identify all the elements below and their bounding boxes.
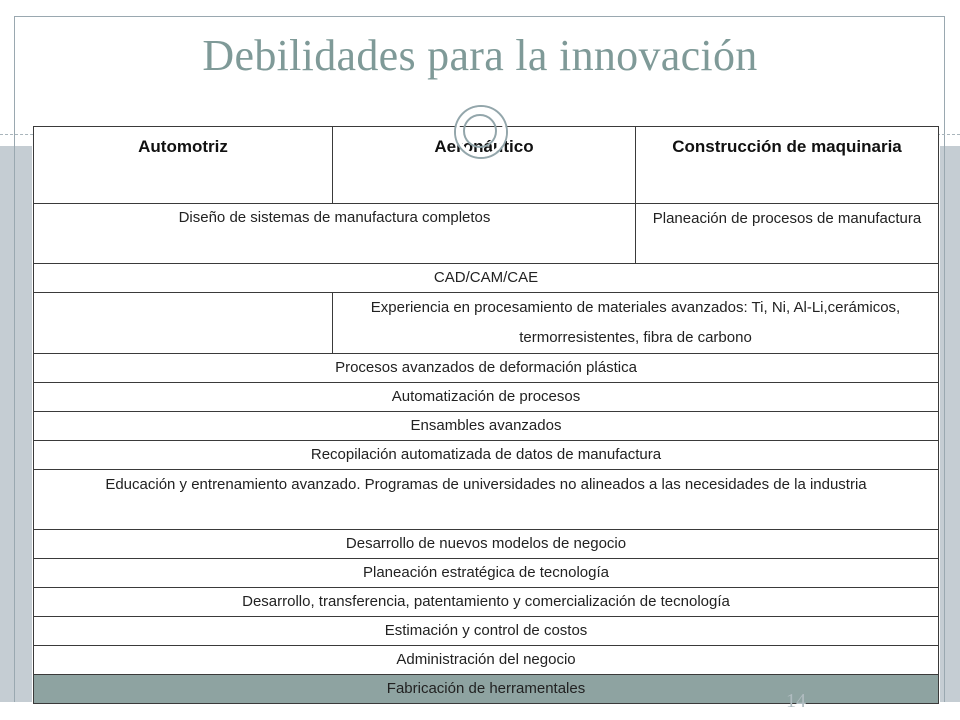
- table-cell: Recopilación automatizada de datos de manufactura: [34, 441, 939, 470]
- header-construccion: Construcción de maquinaria: [636, 127, 939, 204]
- table-cell: Estimación y control de costos: [34, 617, 939, 646]
- table-row: [34, 441, 939, 470]
- frame-top-line: [14, 16, 945, 17]
- decorative-inner-ring-icon: [463, 114, 497, 148]
- table-row: [34, 646, 939, 675]
- table-cell: Administración del negocio: [34, 646, 939, 675]
- table-row: [34, 588, 939, 617]
- table-row: [34, 264, 939, 293]
- table-row: [34, 293, 939, 354]
- table-cell: Diseño de sistemas de manufactura completos: [34, 204, 636, 264]
- table-row: [34, 470, 939, 530]
- left-side-band: [0, 146, 32, 702]
- table-cell: Planeación estratégica de tecnología: [34, 559, 939, 588]
- table-row: [34, 559, 939, 588]
- frame-right-line: [944, 16, 945, 702]
- slide-title: Debilidades para la innovación: [202, 31, 758, 80]
- table-row: [34, 204, 939, 264]
- table-cell: Educación y entrenamiento avanzado. Programas de universidades no alineados a las necesidades de la industria: [34, 470, 939, 530]
- table-cell: Procesos avanzados de deformación plástica: [34, 354, 939, 383]
- header-aeronautico: Aeronáutico: [333, 127, 636, 204]
- table-cell: Desarrollo de nuevos modelos de negocio: [34, 530, 939, 559]
- table-row: [34, 383, 939, 412]
- table-cell: Planeación de procesos de manufactura: [636, 204, 939, 264]
- table-row: [34, 412, 939, 441]
- weakness-table: [33, 126, 939, 704]
- frame-left-line: [14, 16, 15, 702]
- table-cell: Fabricación de herramentales: [34, 675, 939, 704]
- header-automotriz: Automotriz: [34, 127, 333, 204]
- table-row: [34, 354, 939, 383]
- table-cell: Ensambles avanzados: [34, 412, 939, 441]
- table-cell: Experiencia en procesamiento de materiales avanzados: Ti, Ni, Al-Li,cerámicos, termorresistentes, fibra de carbono: [333, 293, 939, 354]
- table-row: [34, 617, 939, 646]
- table-row: [34, 530, 939, 559]
- table-cell: CAD/CAM/CAE: [34, 264, 939, 293]
- table-cell: Desarrollo, transferencia, patentamiento y comercialización de tecnología: [34, 588, 939, 617]
- right-side-band: [940, 146, 960, 702]
- table-cell: Automatización de procesos: [34, 383, 939, 412]
- table-cell-empty: [34, 293, 333, 354]
- slide-number: 14: [786, 690, 806, 712]
